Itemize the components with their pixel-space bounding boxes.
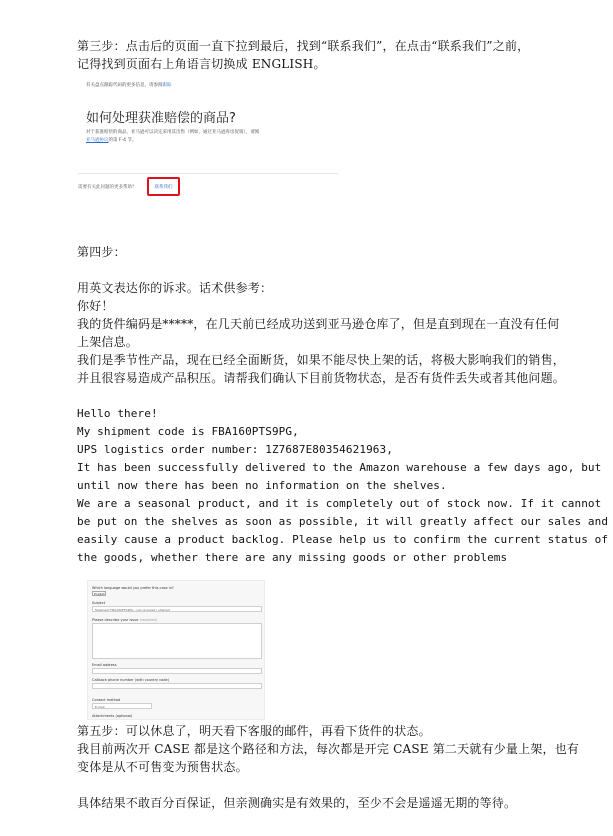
contact-us-label: 联系我们 bbox=[154, 185, 173, 190]
message-en-line1: Hello there! bbox=[77, 407, 158, 420]
step5-line1: 第五步：可以休息了，明天看下客服的邮件，再看下货件的状态。 bbox=[77, 724, 431, 738]
subject-label: Subject bbox=[92, 601, 106, 605]
step5-line3: 变体是从不可售变为预售状态。 bbox=[77, 760, 248, 774]
contact-method-select[interactable] bbox=[92, 703, 152, 709]
message-cn-line2: 上架信息。 bbox=[77, 335, 139, 349]
more-help-text: 需要有关此问题的更多帮助？ bbox=[78, 185, 137, 190]
step3-text-line1: 第三步：点击后的页面一直下拉到最后，找到“联系我们”，在点击“联系我们”之前， bbox=[77, 39, 530, 53]
message-en-line5: until now there has been no information on the shelves. bbox=[77, 479, 447, 492]
message-en-line3: UPS logistics order number: 1Z7687E80354621963, bbox=[77, 443, 393, 456]
message-en-line2: My shipment code is FBA160PTS9PG, bbox=[77, 425, 299, 438]
attachments-label: Attachments (optional) bbox=[92, 714, 133, 718]
phone-label: Callback phone number (with country code) bbox=[92, 678, 170, 682]
language-label: Which language would you prefer this case in? bbox=[92, 586, 174, 590]
description-hint: (required) bbox=[139, 618, 157, 622]
divider bbox=[78, 173, 338, 174]
message-en-line7: be put on the shelves as soon as possible, it will greatly affect our sales and bbox=[77, 515, 609, 528]
email-input[interactable] bbox=[92, 668, 262, 674]
tracking-note: 有关盘点跟踪代码的更多信息，请参阅跟踪 bbox=[86, 83, 172, 88]
subject-value: Shipment FBA160PTS9PG - not received / shelved bbox=[95, 608, 170, 612]
contact-us-button[interactable] bbox=[147, 177, 180, 196]
message-en-line6: We are a seasonal product, and it is completely out of stock now. If it cannot bbox=[77, 497, 602, 510]
message-en-line8: easily cause a product backlog. Please help us to confirm the current status of bbox=[77, 533, 609, 546]
phone-input[interactable] bbox=[92, 683, 262, 689]
message-cn-line1: 我的货件编码是*****，在几天前已经成功送到亚马逊仓库了，但是直到现在一直没有任何 bbox=[77, 317, 560, 331]
greeting-cn: 你好！ bbox=[77, 299, 114, 313]
message-en-line4: It has been successfully delivered to the Amazon warehouse a few days ago, but bbox=[77, 461, 602, 474]
contact-method-label: Contact method bbox=[92, 698, 121, 702]
subject-input[interactable] bbox=[92, 606, 262, 612]
message-cn-line3: 我们是季节性产品，现在已经全面断货，如果不能尽快上架的话，将极大影响我们的销售， bbox=[77, 353, 566, 367]
faq-body: 对于获准赔偿的商品，亚马逊可以决定采用其出售（例如，通过亚马逊库房促销），请阅 亚马逊协议的第 F-4 节。 bbox=[86, 130, 260, 143]
email-label: Email address bbox=[92, 663, 117, 667]
agreement-link[interactable]: 亚马逊协议 bbox=[86, 138, 109, 143]
message-en-line9: the goods, whether there are any missing goods or other problems bbox=[77, 551, 508, 564]
faq-heading: 如何处理获准赔偿的商品? bbox=[86, 111, 236, 126]
contact-method-value: E-mail bbox=[95, 705, 105, 709]
tracking-link[interactable]: 跟踪 bbox=[162, 83, 172, 88]
step4-title: 第四步： bbox=[77, 245, 126, 259]
message-cn-line4: 并且很容易造成产品积压。请帮我们确认下目前货物状态，是否有货件丢失或者其他问题。 bbox=[77, 371, 566, 385]
language-select[interactable]: English bbox=[94, 592, 105, 596]
description-textarea[interactable] bbox=[92, 623, 262, 659]
step5-line4: 具体结果不敢百分百保证，但亲测确实是有效果的，至少不会是遥遥无期的等待。 bbox=[77, 796, 517, 810]
step3-text-line2: 记得找到页面右上角语言切换成 ENGLISH。 bbox=[77, 57, 326, 71]
description-label: Please describe your issue (required) bbox=[92, 618, 157, 622]
help-page-screenshot bbox=[78, 77, 338, 203]
step4-intro: 用英文表达你的诉求。话术供参考： bbox=[77, 281, 273, 295]
contact-form-screenshot bbox=[87, 580, 265, 720]
step5-line2: 我目前两次开 CASE 都是这个路径和方法，每次都是开完 CASE 第二天就有少量上架，也有 bbox=[77, 742, 580, 756]
